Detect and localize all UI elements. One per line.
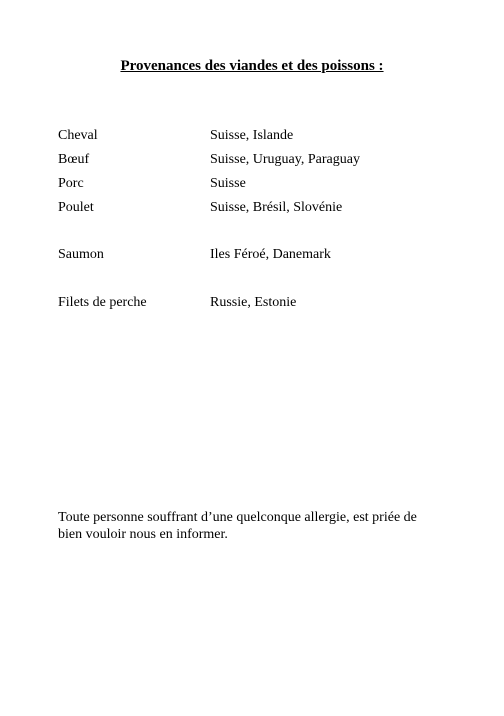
page-title: Provenances des viandes et des poissons : (120, 58, 384, 74)
meat-label: Poulet (58, 200, 94, 215)
origin-value: Suisse, Brésil, Slovénie (210, 200, 343, 215)
fish-label: Filets de perche (58, 295, 147, 310)
meat-label: Porc (58, 176, 84, 191)
meat-label: Cheval (58, 128, 98, 143)
origin-row-saumon (58, 245, 478, 265)
origin-row-porc (58, 174, 478, 194)
origin-row-cheval (58, 126, 478, 146)
origin-row-filets-de-perche (58, 293, 478, 313)
origin-value: Iles Féroé, Danemark (210, 247, 331, 262)
allergy-note (58, 509, 458, 543)
fish-label: Saumon (58, 247, 104, 262)
origin-value: Russie, Estonie (210, 295, 297, 310)
allergy-note-line: Toute personne souffrant d’une quelconque allergie, est priée de (58, 510, 417, 525)
origin-row-poulet (58, 198, 478, 218)
origin-row-boeuf (58, 150, 478, 170)
origin-value: Suisse, Islande (210, 128, 294, 143)
origin-value: Suisse (210, 176, 246, 191)
allergy-note-line: bien vouloir nous en informer. (58, 527, 228, 542)
origin-value: Suisse, Uruguay, Paraguay (210, 152, 360, 167)
meat-label: Bœuf (58, 152, 90, 167)
